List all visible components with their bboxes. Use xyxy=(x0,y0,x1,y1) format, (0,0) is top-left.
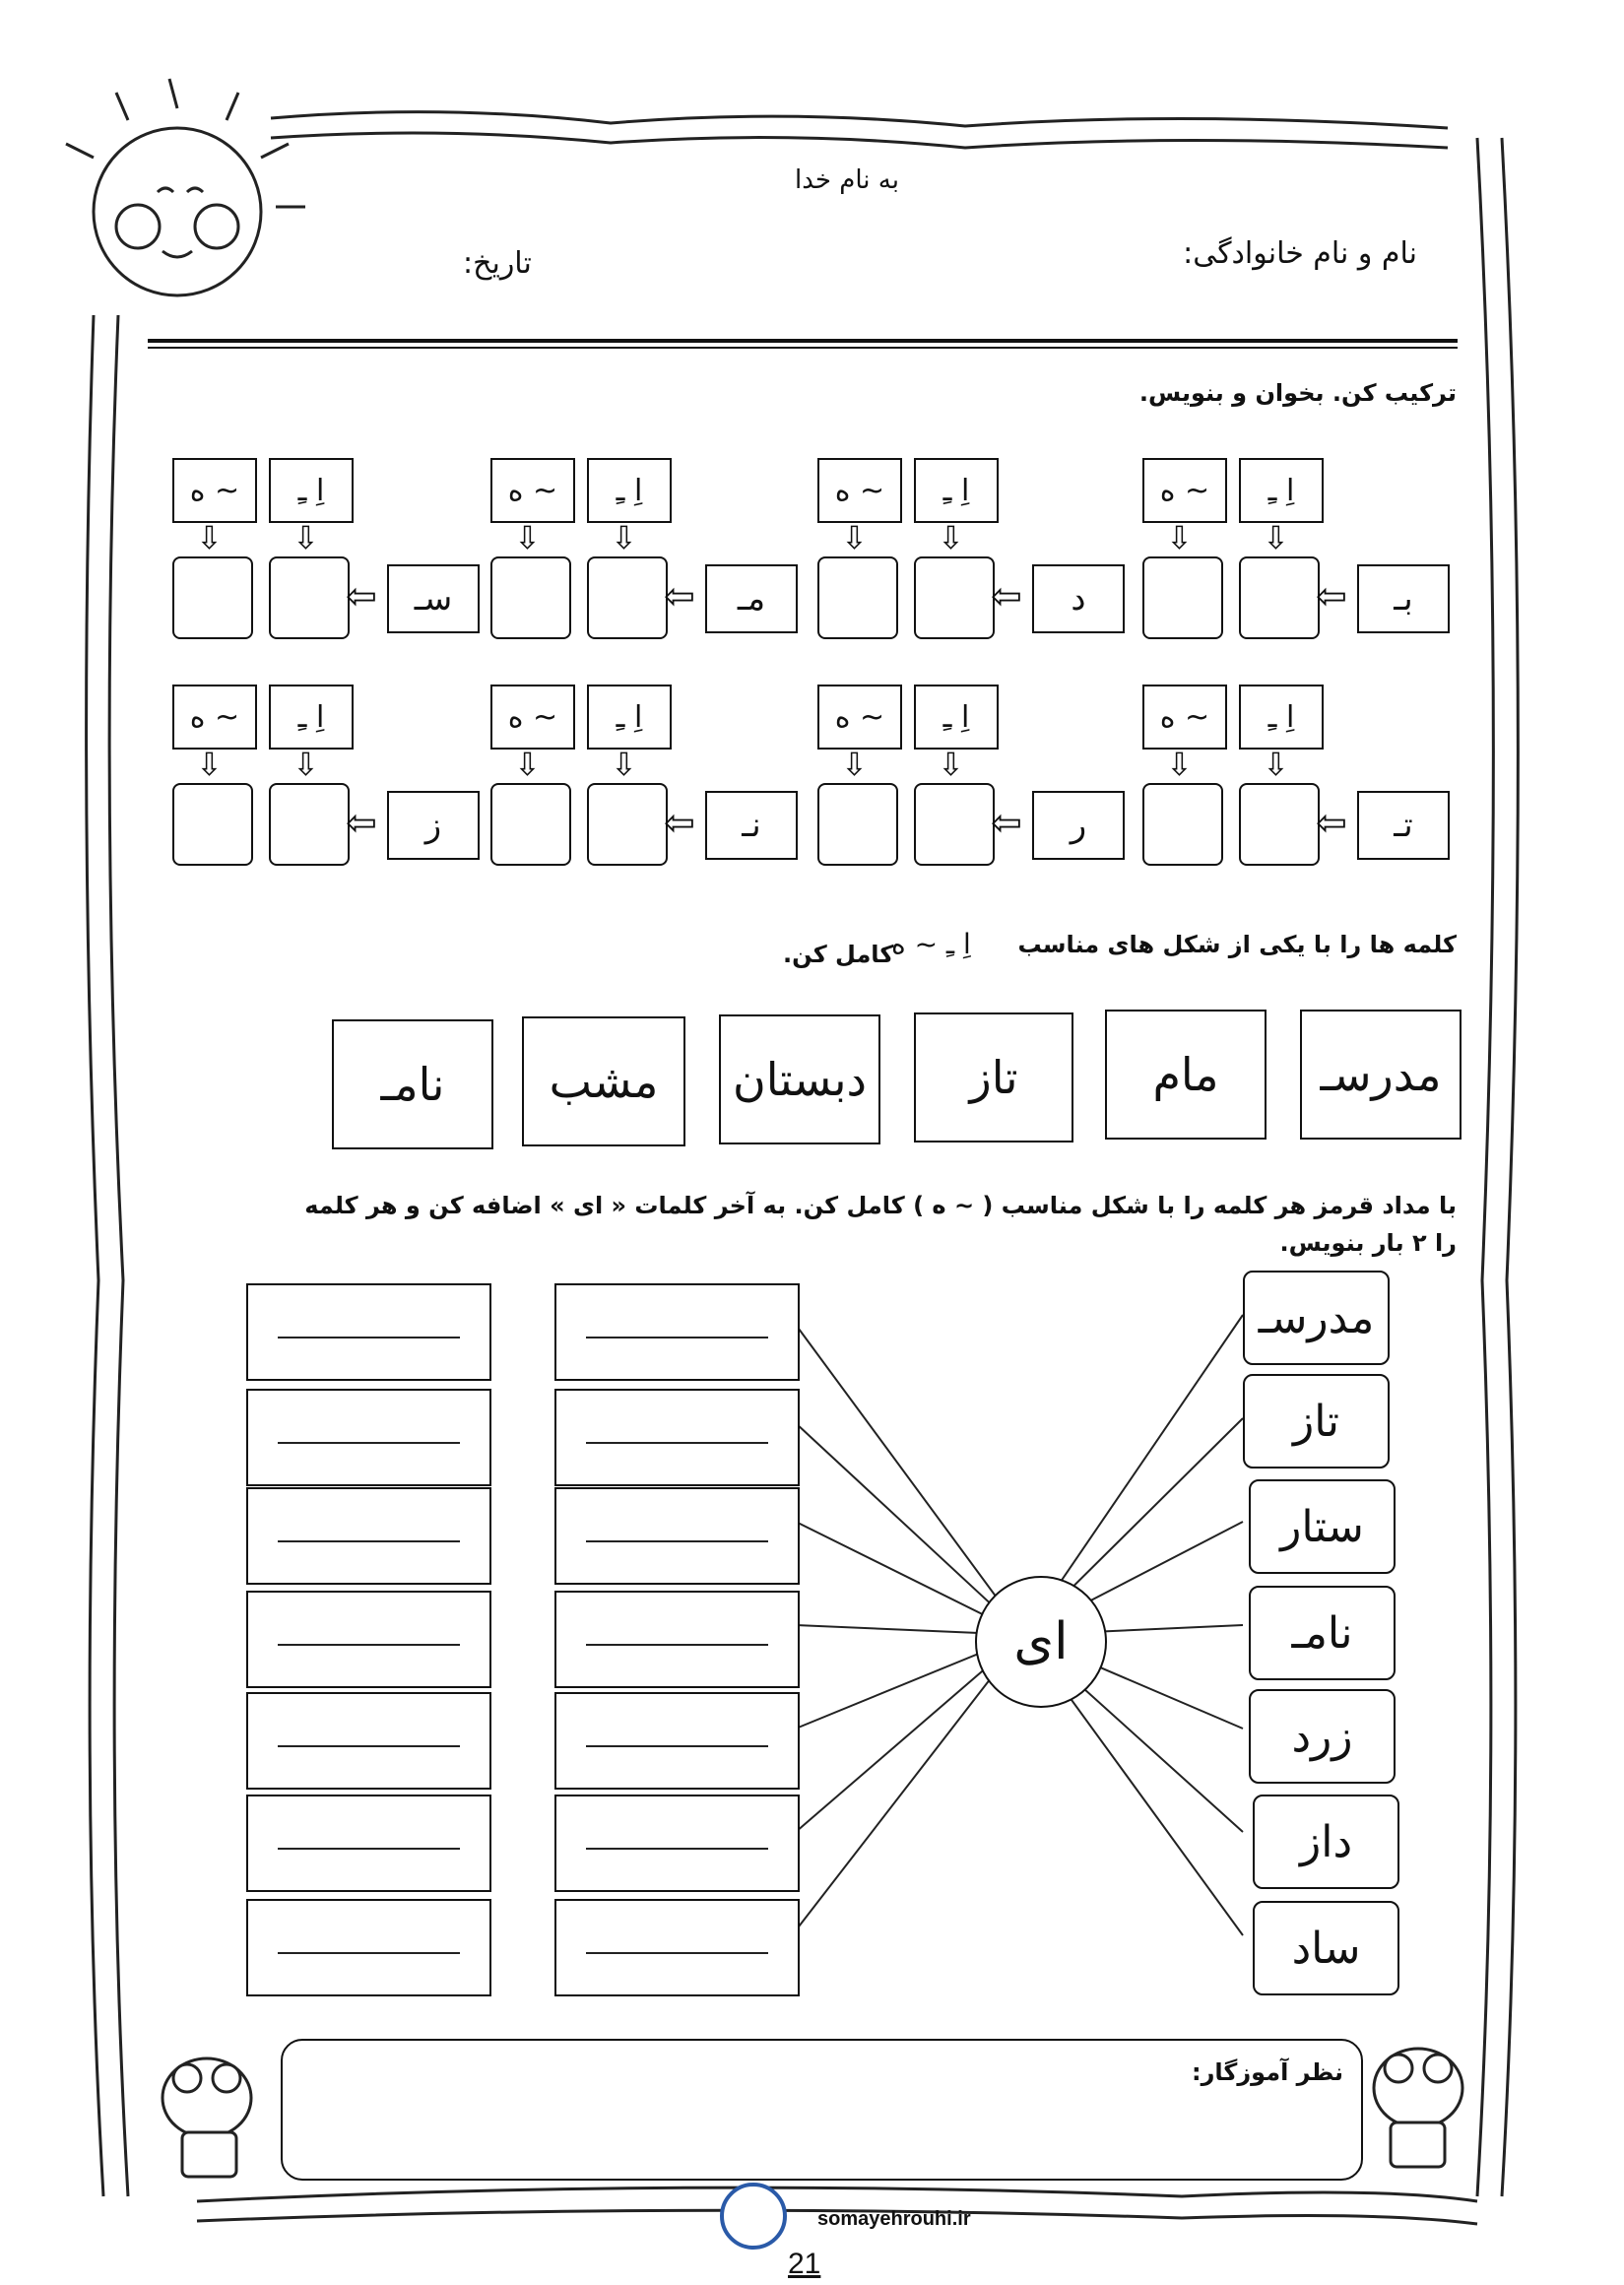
exercise1-instruction: ترکیب کن. بخوان و بنویس. xyxy=(1138,379,1457,407)
writing-line-box[interactable] xyxy=(246,1389,491,1486)
arrow-down-icon: ⇩ xyxy=(1263,519,1289,556)
arrow-left-icon: ⇦ xyxy=(664,801,695,844)
arrow-left-icon: ⇦ xyxy=(991,801,1022,844)
suffix-word-2[interactable]: تاز xyxy=(1243,1374,1390,1469)
shape-option-tag: ه ~ xyxy=(817,458,902,523)
writing-line-box[interactable] xyxy=(554,1899,800,1996)
shape-option-tag: اِ ـِ xyxy=(269,458,354,523)
base-letter-box: ر xyxy=(1032,791,1125,860)
exercise3-instruction: با مداد قرمز هر کلمه را با شکل مناسب ( ~ ه ) کامل کن. به آخر کلمات « ای » اضافه کن و هر کلمه را ۲ بار بنویس. xyxy=(304,1192,1457,1257)
shape-option-tag: ه ~ xyxy=(817,685,902,750)
arrow-down-icon: ⇩ xyxy=(938,519,964,556)
suffix-word-4[interactable]: نامـ xyxy=(1249,1586,1396,1680)
arrow-left-icon: ⇦ xyxy=(1316,574,1347,618)
arrow-left-icon: ⇦ xyxy=(991,574,1022,618)
arrow-left-icon: ⇦ xyxy=(664,574,695,618)
arrow-left-icon: ⇦ xyxy=(346,574,377,618)
shape-option-tag: ه ~ xyxy=(1142,685,1227,750)
word-card-3[interactable]: تاز xyxy=(914,1012,1073,1142)
shape-option-tag: ه ~ xyxy=(172,685,257,750)
shape-option-tag: اِ ـِ xyxy=(914,685,999,750)
arrow-down-icon: ⇩ xyxy=(514,746,541,783)
shape-option-tag: اِ ـِ xyxy=(587,458,672,523)
name-field-label: نام و نام خانوادگی: xyxy=(1183,236,1417,271)
base-letter-box: بـ xyxy=(1357,564,1450,633)
base-letter-box: د xyxy=(1032,564,1125,633)
writing-line-box[interactable] xyxy=(246,1591,491,1688)
arrow-down-icon: ⇩ xyxy=(841,519,868,556)
arrow-down-icon: ⇩ xyxy=(514,519,541,556)
base-letter-box: مـ xyxy=(705,564,798,633)
exercise2-instruction-shapes: اِ ـِ ~ ه xyxy=(891,928,971,960)
base-letter-box: تـ xyxy=(1357,791,1450,860)
base-letter-box: نـ xyxy=(705,791,798,860)
exercise2-instruction-part2: کامل کن. xyxy=(783,941,894,968)
center-suffix-circle: ای xyxy=(975,1576,1107,1708)
base-letter-box: سـ xyxy=(387,564,480,633)
arrow-down-icon: ⇩ xyxy=(1166,519,1193,556)
suffix-word-6[interactable]: داز xyxy=(1253,1795,1399,1889)
arrow-left-icon: ⇦ xyxy=(1316,801,1347,844)
shape-option-tag: ه ~ xyxy=(490,458,575,523)
arrow-left-icon: ⇦ xyxy=(346,801,377,844)
writing-line-box[interactable] xyxy=(246,1899,491,1996)
shape-option-tag: ه ~ xyxy=(490,685,575,750)
word-card-2[interactable]: مام xyxy=(1105,1010,1267,1140)
writing-line-box[interactable] xyxy=(554,1487,800,1585)
writing-line-box[interactable] xyxy=(554,1795,800,1892)
writing-line-box[interactable] xyxy=(246,1487,491,1585)
shape-option-tag: اِ ـِ xyxy=(1239,458,1324,523)
arrow-down-icon: ⇩ xyxy=(292,519,319,556)
word-card-1[interactable]: مدرسـ xyxy=(1300,1010,1462,1140)
arrow-down-icon: ⇩ xyxy=(292,746,319,783)
exercise2-instruction-part1: کلمه ها را با یکی از شکل های مناسب xyxy=(1017,931,1457,958)
writing-line-box[interactable] xyxy=(554,1283,800,1381)
suffix-word-3[interactable]: ستار xyxy=(1249,1479,1396,1574)
writing-line-box[interactable] xyxy=(246,1795,491,1892)
shape-option-tag: اِ ـِ xyxy=(1239,685,1324,750)
word-card-6[interactable]: نامـ xyxy=(332,1019,493,1149)
word-card-5[interactable]: مشب xyxy=(522,1016,685,1146)
date-field-label: تاریخ: xyxy=(463,246,532,281)
writing-line-box[interactable] xyxy=(554,1591,800,1688)
arrow-down-icon: ⇩ xyxy=(938,746,964,783)
shape-option-tag: ه ~ xyxy=(172,458,257,523)
shape-option-tag: اِ ـِ xyxy=(914,458,999,523)
arrow-down-icon: ⇩ xyxy=(196,519,223,556)
arrow-down-icon: ⇩ xyxy=(841,746,868,783)
base-letter-box: ز xyxy=(387,791,480,860)
writing-line-box[interactable] xyxy=(246,1692,491,1790)
suffix-word-5[interactable]: زرد xyxy=(1249,1689,1396,1784)
arrow-down-icon: ⇩ xyxy=(1166,746,1193,783)
teacher-comment-box[interactable] xyxy=(281,2039,1363,2181)
arrow-down-icon: ⇩ xyxy=(1263,746,1289,783)
page-number: 21 xyxy=(788,2248,821,2280)
teacher-comment-label: نظر آموزگار: xyxy=(1191,2058,1343,2086)
arrow-down-icon: ⇩ xyxy=(196,746,223,783)
writing-line-box[interactable] xyxy=(246,1283,491,1381)
shape-option-tag: ه ~ xyxy=(1142,458,1227,523)
shape-option-tag: اِ ـِ xyxy=(587,685,672,750)
bismillah-heading: به نام خدا xyxy=(795,165,899,195)
shape-option-tag: اِ ـِ xyxy=(269,685,354,750)
writing-line-box[interactable] xyxy=(554,1389,800,1486)
site-url: somayehrouhi.ir xyxy=(817,2208,971,2230)
arrow-down-icon: ⇩ xyxy=(611,519,637,556)
suffix-word-1[interactable]: مدرسـ xyxy=(1243,1271,1390,1365)
word-card-4[interactable]: دبستان xyxy=(719,1014,880,1144)
suffix-word-7[interactable]: ساد xyxy=(1253,1901,1399,1995)
arrow-down-icon: ⇩ xyxy=(611,746,637,783)
writing-line-box[interactable] xyxy=(554,1692,800,1790)
